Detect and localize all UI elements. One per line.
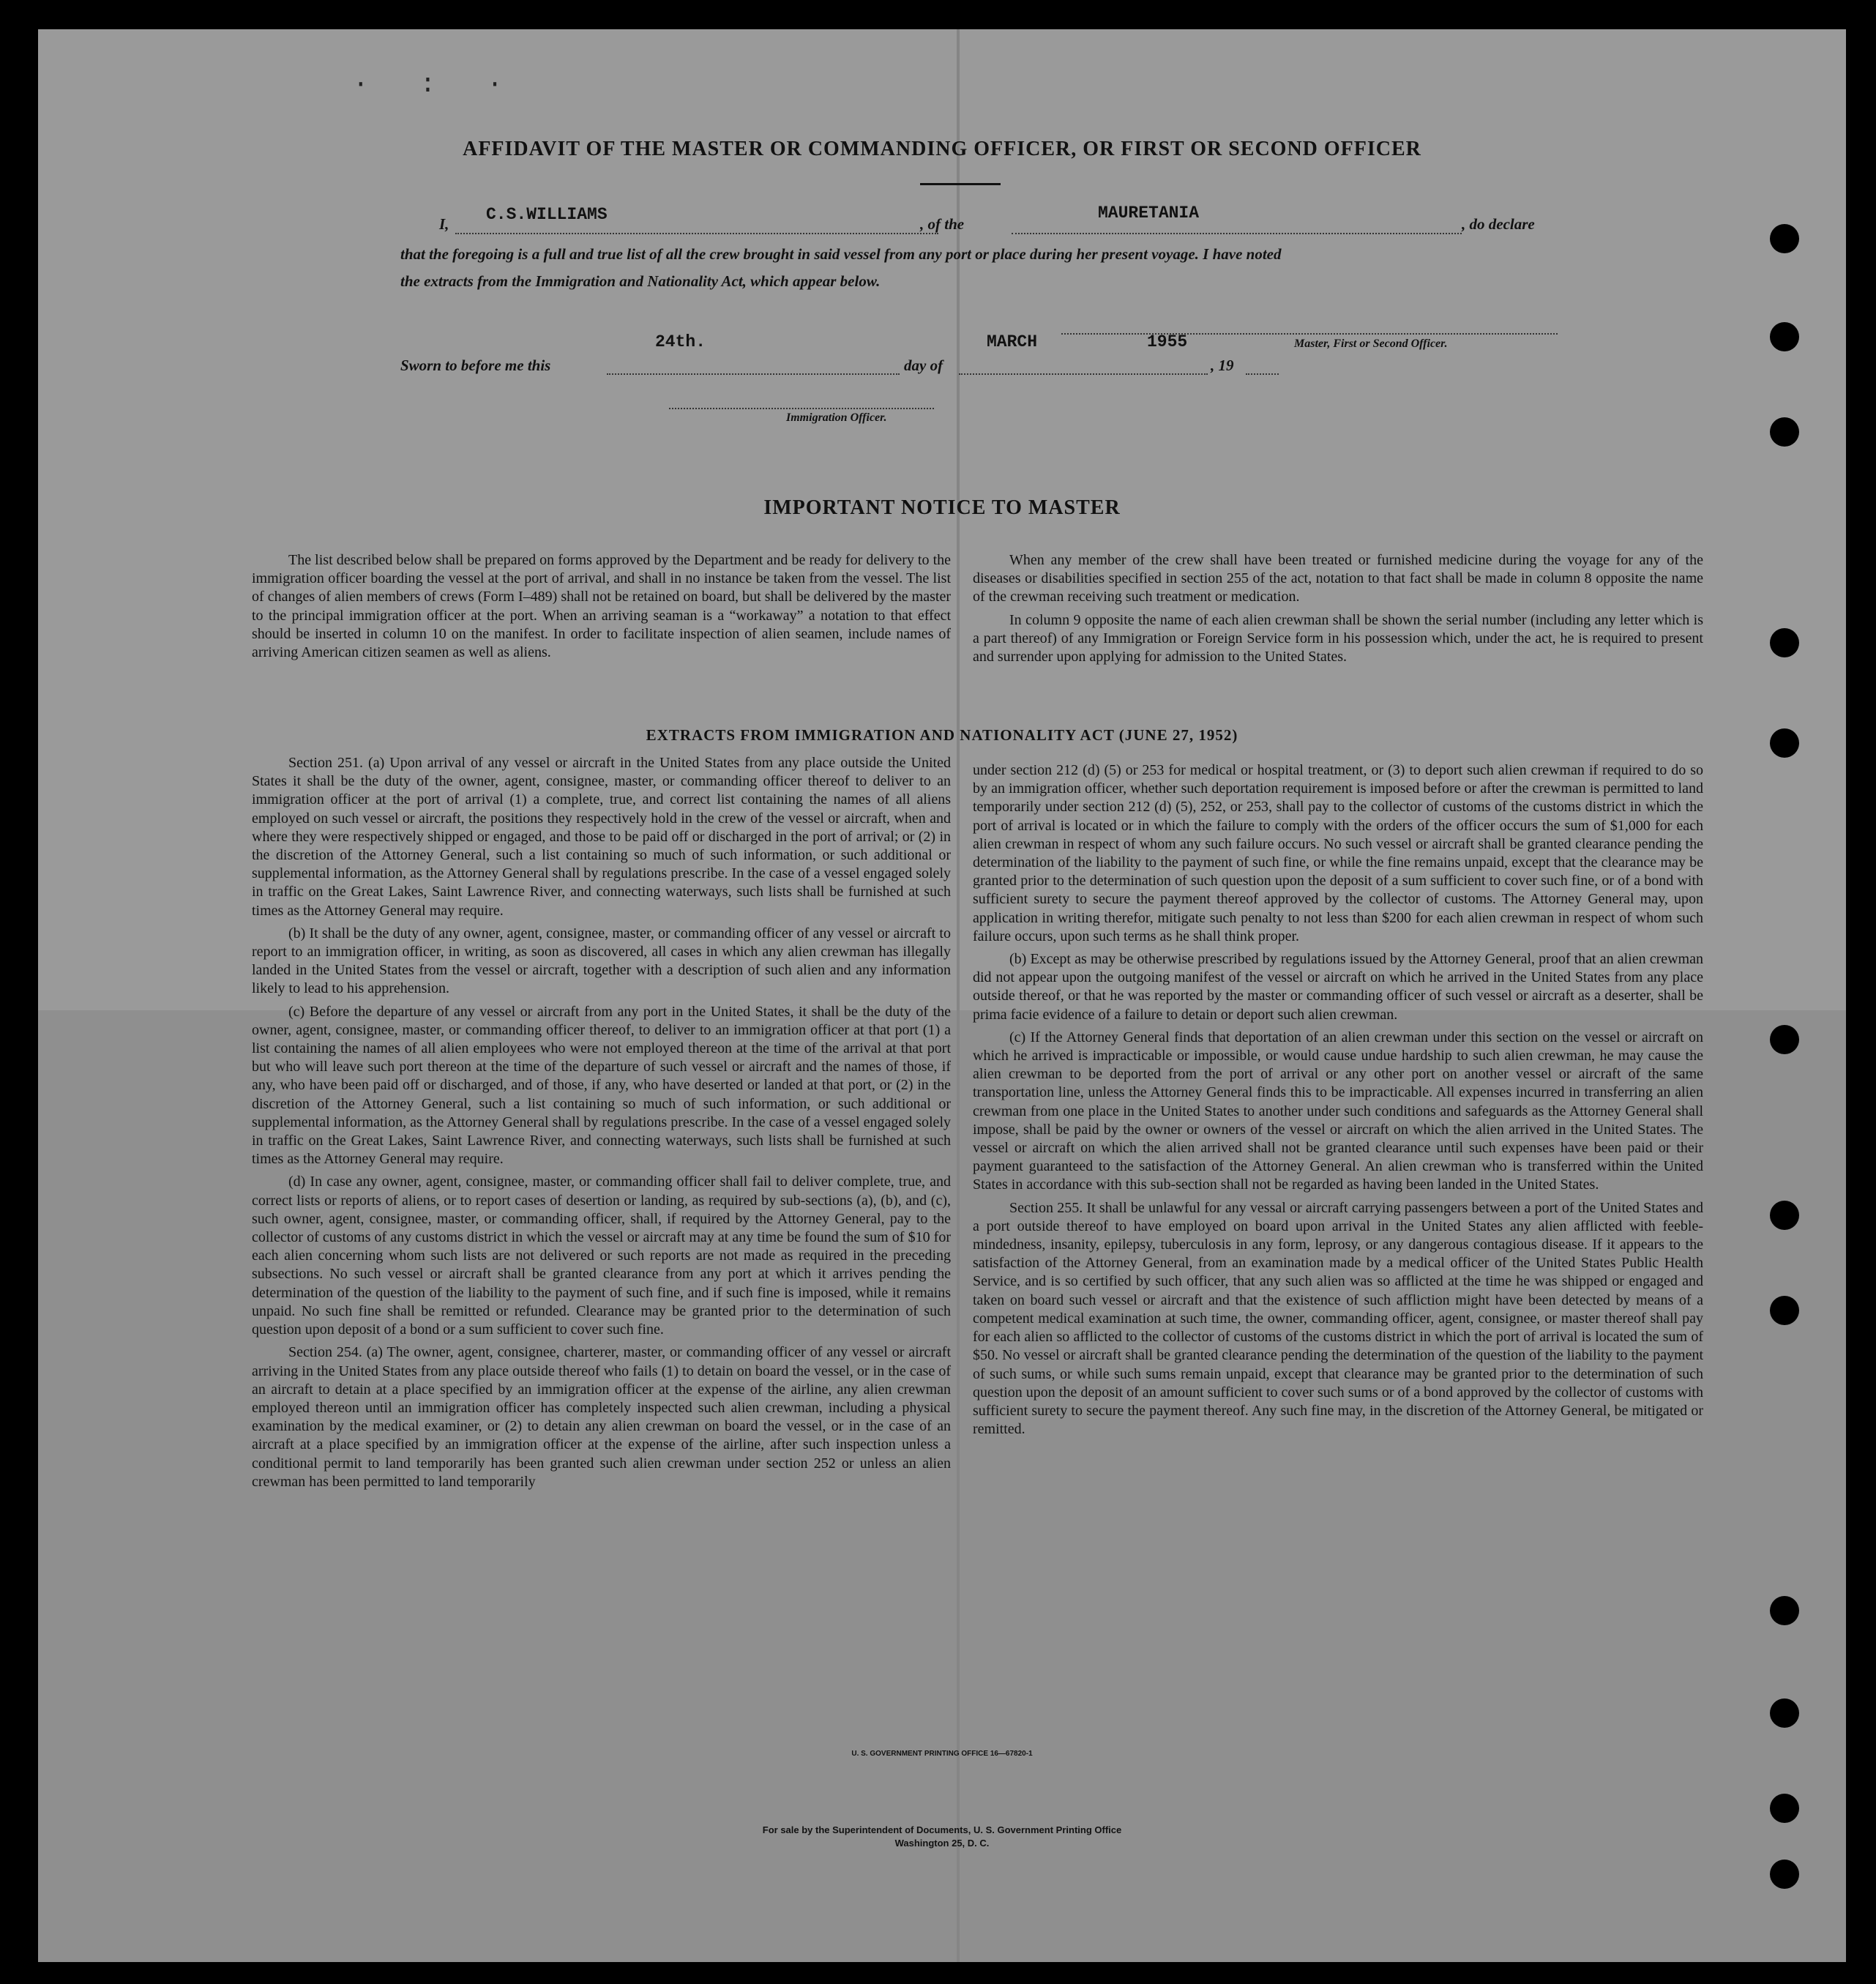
binder-hole <box>1770 628 1799 657</box>
extract-paragraph: Section 251. (a) Upon arrival of any vessel or aircraft in the United States from any place outside the United States it shall be the duty of the owner, agent, consignee, master, or commanding officer thereof to deliver to an immigration officer at the port of arrival (1) a complete, true, and correct list containing the names of all aliens employed on such vessel or aircraft, the positions they respectively hold in the crew of the vessel or aircraft, when and where they were respectively shipped or engaged, and those to be paid off or discharged in the port of arrival; or (2) in the discretion of the Attorney General, such a list containing so much of such information, or such additional or supplemental information, as the Attorney General shall by regulations prescribe. In the case of a vessel engaged solely in traffic on the Great Lakes, Saint Lawrence River, and connecting waterways, such lists shall be furnished at such times as the Attorney General may require. <box>252 755 951 919</box>
notice-right-column <box>973 551 1703 671</box>
of-the-label: , of the <box>920 215 965 233</box>
i-label: I, <box>439 215 449 233</box>
notice-paragraph: In column 9 opposite the name of each alien crewman shall be shown the serial number (including any letter which is a part thereof) of any Immigration or Foreign Service form in his possession which, under the act, he is required to present and surrender upon applying for admission to the United States. <box>973 611 1703 665</box>
extract-paragraph: under section 212 (d) (5) or 253 for medical or hospital treatment, or (3) to deport such alien crewman if required to do so by an immigration officer, whether such deportation requirement is imposed before or after the crewman is permitted to land temporarily under section 212 (d) (5), 252, or 253, shall pay to the collector of customs of the customs district in which the port of arrival is located or in which the failure to comply with the orders of the officer occurs the sum of $1,000 for each alien crewman in respect of whom any such failure occurs. No such vessel or aircraft shall be granted clearance pending the determination of the liability to the payment of such fine, or while the fine remains unpaid, except that the clearance may be granted prior to the determination of such question upon the deposit of a sum sufficient to cover such fine, or of a bond with sufficient surety to secure the payment thereof approved by the collector of customs. The Attorney General may, upon application in writing therefor, mitigate such penalty to not less than $200 for each alien crewman in respect of whom such failure occurs, upon such terms as he shall think proper. <box>973 762 1703 944</box>
binder-hole <box>1770 417 1799 447</box>
sworn-label: Sworn to before me this <box>400 357 551 374</box>
extract-paragraph: (b) Except as may be otherwise prescribed by regulations issued by the Attorney General, proof that an alien crewman did not appear upon the outgoing manifest of the vessel or aircraft on which he arrived in the United States from any place outside thereof, or that he was reported by the master or commanding officer of such vessel or aircraft as a deserter, shall be prima facie evidence of a failure to detain or deport such alien crewman. <box>973 951 1703 1023</box>
document-page <box>38 29 1846 1962</box>
binder-hole <box>1770 1698 1799 1728</box>
extracts-left-column <box>252 754 951 1496</box>
extract-paragraph: (c) If the Attorney General finds that deportation of an alien crewman under this section on the vessel or aircraft on which he arrived is impracticable or impossible, or would cause undue hardship to such alien crewman, he may cause the alien crewman to be deported from the port of arrival or any other port on another vessel or aircraft of the same transportation line, unless the Attorney General finds this to be impracticable. All expenses incurred in transferring an alien crewman from one place in the United States to another under such conditions and safeguards as the Attorney General shall impose, shall be paid by the owner or owners of the vessel or aircraft on which the alien arrived in the United States. The vessel or aircraft on which the alien arrived shall not be granted clearance until such expenses have been paid or their payment guaranteed to the satisfaction of the Attorney General. An alien crewman who is transferred within the United States in accordance with this sub-section shall not be regarded as having been landed in the United States. <box>973 1029 1703 1193</box>
vessel-name: MAURETANIA <box>1098 204 1200 223</box>
notice-paragraph: When any member of the crew shall have been treated or furnished medicine during the voyage for any of the diseases or disabilities specified in section 255 of the act, notation to that fact shall be made in column 8 opposite the name of the crewman receiving such treatment or medication. <box>973 552 1703 605</box>
do-declare-label: , do declare <box>1462 215 1535 233</box>
binder-hole <box>1770 1860 1799 1889</box>
binder-hole <box>1770 224 1799 253</box>
sworn-month: MARCH <box>987 332 1038 351</box>
master-signature-label: Master, First or Second Officer. <box>1294 337 1448 350</box>
extracts-title: EXTRACTS FROM IMMIGRATION AND NATIONALITY ACT (JUNE 27, 1952) <box>646 726 1238 744</box>
for-sale-line-2: Washington 25, D. C. <box>894 1838 990 1849</box>
for-sale-line-1: For sale by the Superintendent of Documents, U. S. Government Printing Office <box>762 1824 1122 1835</box>
extract-paragraph: (c) Before the departure of any vessel or aircraft from any port in the United States, it shall be the duty of the owner, agent, consignee, master, or commanding officer thereof, to deliver to an immigration officer at that port (1) a list containing the names of all alien employees who were not employed thereon at the time of the arrival at that port but who will leave such port thereon at the time of the departure of such vessel or aircraft and the names of those, if any, who have been paid off or discharged, and of those, if any, who have deserted or landed at that port, or (2) in the discretion of the Attorney General, such a list containing so much of such information, or such additional or supplemental information, as the Attorney General shall by regulations prescribe. In the case of a vessel engaged solely in traffic on the Great Lakes, Saint Lawrence River, and connecting waterways, such lists shall be furnished at such times as the Attorney General may require. <box>252 1003 951 1168</box>
day-of-label: day of <box>904 357 943 374</box>
binder-hole <box>1770 1794 1799 1823</box>
extract-paragraph: Section 254. (a) The owner, agent, consignee, charterer, master, or commanding officer of any vessel or aircraft arriving in the United States from any place outside thereof who fails (1) to detain on board the vessel, or in the case of an aircraft to detain at a place specified by an immigration officer at the expense of the airline, any alien crewman employed thereon until an immigration officer has completely inspected such alien crewman, including a physical examination by the medical examiner, or (2) to detain any alien crewman on board the vessel, or in the case of an aircraft at a place specified by an immigration officer at the expense of the airline, after such inspection unless a conditional permit to land temporarily has been granted such alien crewman under section 252 or unless an alien crewman has been permitted to land temporarily <box>252 1344 951 1490</box>
extract-paragraph: (d) In case any owner, agent, consignee, master, or commanding officer shall fail to deliver complete, true, and correct lists or reports of aliens, or to report cases of desertion or landing, as required by sub-sections (a), (b), and (c), such owner, agent, consignee, master, or commanding officer, shall, if required by the Attorney General, pay to the collector of customs of any customs district in which the vessel or aircraft may at any time be found the sum of $10 for each alien concerning whom such lists are not delivered or such reports are not made as required in the preceding subsections. No such vessel or aircraft shall be granted clearance from any port at which it arrives pending the determination of the question of the liability to the payment of such fine, and if such fine is imposed, while it remains unpaid. No such fine shall be remitted or refunded. Clearance may be granted prior to the determination of such question upon deposit of a bond or a sum sufficient to cover such fine. <box>252 1174 951 1338</box>
officer-signature-label: Immigration Officer. <box>786 411 887 424</box>
affidavit-title: AFFIDAVIT OF THE MASTER OR COMMANDING OFFICER, OR FIRST OR SECOND OFFICER <box>463 138 1421 160</box>
binder-hole <box>1770 322 1799 351</box>
extract-paragraph: Section 255. It shall be unlawful for any vessal or aircraft carrying passengers between a port of the United States and a port outside thereof to have employed on board upon arrival in the United States any alien afflicted with feeble-mindedness, insanity, epilepsy, tuberculosis in any form, leprosy, or any dangerous contagious disease. If it appears to the satisfaction of the Attorney General, from an examination made by a medical officer of the United States Public Health Service, and is so certified by such officer, that any such alien was so afflicted at the time he was shipped or engaged and taken on board such vessel or aircraft and that the existence of such affliction might have been detected by means of a competent medical examination at such time, the owner, commanding officer, agent, consignee, or master thereof shall pay for each alien so afflicted to the collector of customs of the customs district in which the port of arrival is located the sum of $50. No vessel or aircraft shall be granted clearance pending the determination of the question of the liability to the payment of such sums, or while such sums remain unpaid, except that clearance may be granted prior to the determination of such question upon the deposit of an amount sufficient to cover such sums or of a bond approved by the collector of customs with sufficient surety to secure the payment thereof. Any such fine may, in the discretion of the Attorney General, be mitigated or remitted. <box>973 1199 1703 1438</box>
fold-crease <box>957 29 960 1962</box>
year-underline <box>1246 373 1279 375</box>
binder-hole <box>1770 1296 1799 1325</box>
sworn-year: 1955 <box>1147 332 1188 351</box>
vessel-underline <box>1012 233 1462 234</box>
notice-paragraph: The list described below shall be prepared on forms approved by the Department and be ready for delivery to the immigration officer boarding the vessel at the port of arrival, and shall in no instance be taken from the vessel. The list of changes of alien members of crews (Form I–489) shall not be retained on board, but shall be delivered by the master to the principal immigration officer at the port. When an arriving seaman is a “workaway” a notation to that effect should be inserted in column 10 on the manifest. In order to facilitate inspection of alien seamen, include names of arriving American citizen seamen as well as aliens. <box>252 552 951 661</box>
declaration-line-2: the extracts from the Immigration and Nationality Act, which appear below. <box>400 272 881 290</box>
printing-office-line: U. S. GOVERNMENT PRINTING OFFICE 16—67820-1 <box>851 1750 1033 1758</box>
notice-title: IMPORTANT NOTICE TO MASTER <box>763 496 1121 519</box>
punch-marks: ·:· <box>353 70 554 100</box>
title-rule <box>920 183 1001 185</box>
year-prefix: , 19 <box>1211 357 1234 374</box>
declaration-line-1: that the foregoing is a full and true list of all the crew brought in said vessel from any port or place during her present voyage. I have noted <box>400 245 1282 263</box>
extract-paragraph: (b) It shall be the duty of any owner, agent, consignee, master, or commanding officer of any vessel or aircraft to report to an immigration officer, in writing, as soon as discovered, all cases in which any alien crewman has illegally landed in the United States from the vessel or aircraft, together with a description of such alien and any information likely to lead to his apprehension. <box>252 925 951 997</box>
month-underline <box>959 373 1208 375</box>
master-name: C.S.WILLIAMS <box>486 205 608 224</box>
binder-hole <box>1770 728 1799 758</box>
name-underline <box>455 233 938 234</box>
officer-signature-line <box>669 408 934 409</box>
notice-left-column <box>252 551 951 666</box>
extracts-right-column <box>973 761 1703 1443</box>
binder-hole <box>1770 1201 1799 1230</box>
binder-hole <box>1770 1025 1799 1054</box>
binder-hole <box>1770 1596 1799 1625</box>
sworn-day: 24th. <box>655 332 706 351</box>
master-signature-line <box>1061 333 1558 335</box>
day-underline <box>607 373 900 375</box>
